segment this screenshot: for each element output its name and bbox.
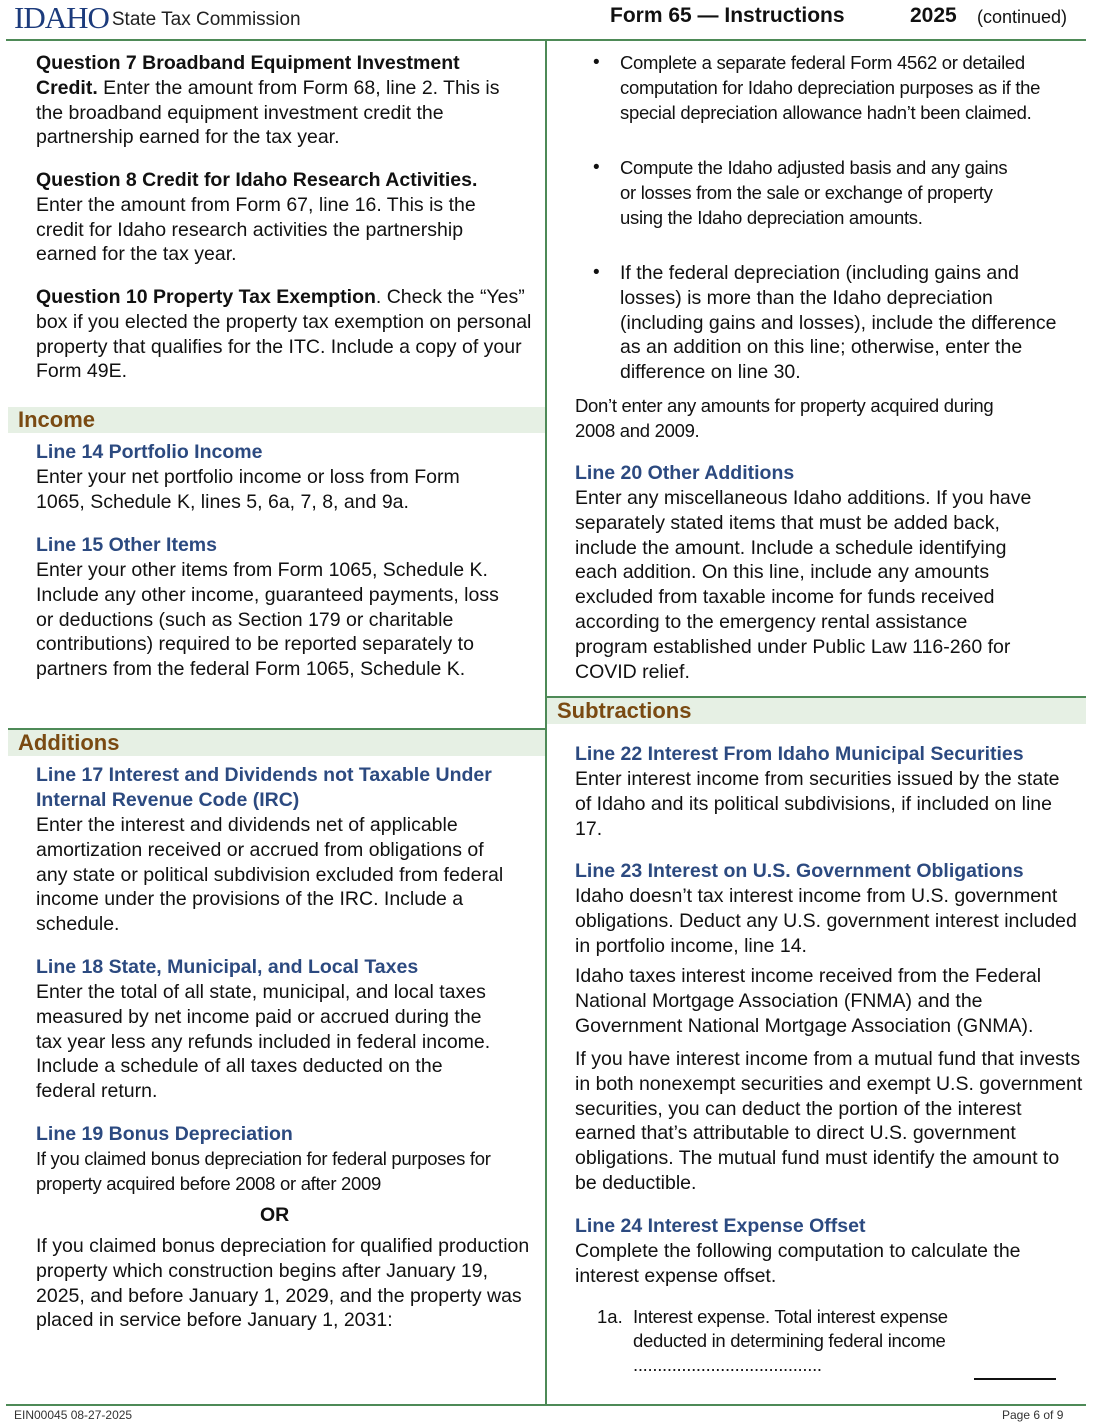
section-heading-subtractions: Subtractions [547, 698, 1086, 724]
question-8 [36, 168, 526, 267]
or-separator: OR [260, 1204, 290, 1226]
line-23-text-1: Idaho doesn’t tax interest income from U.S. government obligations. Deduct any U.S. government interest included in portfolio income, line 14. [575, 885, 1077, 957]
line-19-text-2: If you claimed bonus depreciation for qualified production property which construction begins after January 19, 2025, and before January 1, 2029, and the property was placed in service before January 1, 2031: [36, 1235, 530, 1332]
line-20-title: Line 20 Other Additions [575, 462, 795, 484]
section-heading-additions: Additions [8, 730, 545, 756]
line-14-title: Line 14 Portfolio Income [36, 441, 263, 463]
item-1a-text: Interest expense. Total interest expense deducted in determining federal income ....................................... [633, 1306, 948, 1375]
line-20-text: Enter any miscellaneous Idaho additions. If you have separately stated items that must be added back, include the amount. Include a schedule identifying each addition. On this line, include any amounts excluded from taxable income for funds received according to the emergency rental assistance program established under Public Law 116-260 for COVID relief. [575, 487, 1032, 683]
bullet-1-marker: • [593, 52, 600, 73]
form-title: Form 65 — Instructions [610, 4, 845, 27]
bullet-3-marker: • [593, 262, 600, 283]
footer-form-code: EIN00045 08-27-2025 [14, 1408, 133, 1422]
question-10-title: Question 10 Property Tax Exemption [36, 286, 376, 308]
form-year: 2025 [910, 4, 957, 27]
logo-subtitle: State Tax Commission [111, 9, 301, 30]
page-header [0, 0, 1094, 40]
line-17-text: Enter the interest and dividends net of applicable amortization received or accrued from obligations of any state or political subdivision excluded from federal income under the provisions of the IRC. Include a schedule. [36, 814, 504, 936]
line-19-title: Line 19 Bonus Depreciation [36, 1123, 293, 1145]
question-10-text: . Check the “Yes” box if you elected the property tax exemption on personal property that qualifies for the ITC. Include a copy of your Form 49E. [36, 286, 532, 383]
question-7 [36, 51, 526, 150]
item-1a-amount-line [974, 1378, 1056, 1380]
footer-rule [6, 1404, 1086, 1406]
bullet-1-text: Complete a separate federal Form 4562 or detailed computation for Idaho depreciation purposes as if the special depreciation allowance hadn’t been claimed. [620, 52, 1041, 123]
line-18-title: Line 18 State, Municipal, and Local Taxes [36, 956, 419, 978]
line-14-text: Enter your net portfolio income or loss from Form 1065, Schedule K, lines 5, 6a, 7, 8, and 9a. [36, 466, 460, 513]
line-22-text: Enter interest income from securities issued by the state of Idaho and its political subdivisions, if included on line 17. [575, 768, 1060, 840]
bullet-2-marker: • [593, 157, 600, 178]
line-15-title: Line 15 Other Items [36, 534, 217, 556]
bullet-3-text: If the federal depreciation (including gains and losses) is more than the Idaho depreciation (including gains and losses), include the difference as an addition on this line; otherwise, enter the difference on line 30. [620, 262, 1057, 384]
question-7-text: Enter the amount from Form 68, line 2. This is the broadband equipment investment credit the partnership earned for the tax year. [36, 76, 500, 149]
line-18-text: Enter the total of all state, municipal, and local taxes measured by net income paid or accrued during the tax year less any refunds included in federal income. Include a schedule of all taxes deducted on the federal return. [36, 981, 491, 1103]
section-heading-income: Income [8, 407, 545, 433]
line-23-text-2: Idaho taxes interest income received from the Federal National Mortgage Association (FNMA) and the Government National Mortgage Association (GNMA). [575, 965, 1042, 1037]
line-22-title: Line 22 Interest From Idaho Municipal Securities [575, 743, 1024, 765]
line-24-text: Complete the following computation to calculate the interest expense offset. [575, 1240, 1021, 1287]
logo-wordmark: IDAHO [14, 0, 109, 35]
dont-enter-note: Don’t enter any amounts for property acquired during 2008 and 2009. [575, 395, 994, 441]
line-17-title: Line 17 Interest and Dividends not Taxable Under Internal Revenue Code (IRC) [36, 764, 492, 811]
question-10 [36, 285, 541, 384]
line-23-text-3: If you have interest income from a mutual fund that invests in both nonexempt securities and exempt U.S. government securities, you can deduct the portion of the interest earned that’s attributable to direct U.S. government obligations. The mutual fund must identify the amount to be deductible. [575, 1048, 1083, 1194]
question-8-title: Question 8 Credit for Idaho Research Activities. [36, 169, 478, 191]
footer-page-number: Page 6 of 9 [1002, 1408, 1064, 1422]
line-24-title: Line 24 Interest Expense Offset [575, 1215, 866, 1237]
line-19-text-1: If you claimed bonus depreciation for federal purposes for property acquired before 2008 or after 2009 [36, 1148, 491, 1194]
question-8-text: Enter the amount from Form 67, line 16. This is the credit for Idaho research activities the partnership earned for the tax year. [36, 193, 476, 266]
question-7-title: Question 7 Broadband Equipment Investment Credit. [36, 52, 460, 99]
line-15-text: Enter your other items from Form 1065, Schedule K. Include any other income, guaranteed payments, loss or deductions (such as Section 179 or charitable contributions) required to be reported separately to partners from the federal Form 1065, Schedule K. [36, 559, 499, 681]
item-1a-number: 1a. [597, 1306, 623, 1327]
idaho-tax-commission-logo [14, 0, 301, 36]
continued-label: (continued) [977, 7, 1068, 27]
line-23-title: Line 23 Interest on U.S. Government Obligations [575, 860, 1024, 882]
bullet-2-text: Compute the Idaho adjusted basis and any gains or losses from the sale or exchange of property using the Idaho depreciation amounts. [620, 157, 1008, 228]
